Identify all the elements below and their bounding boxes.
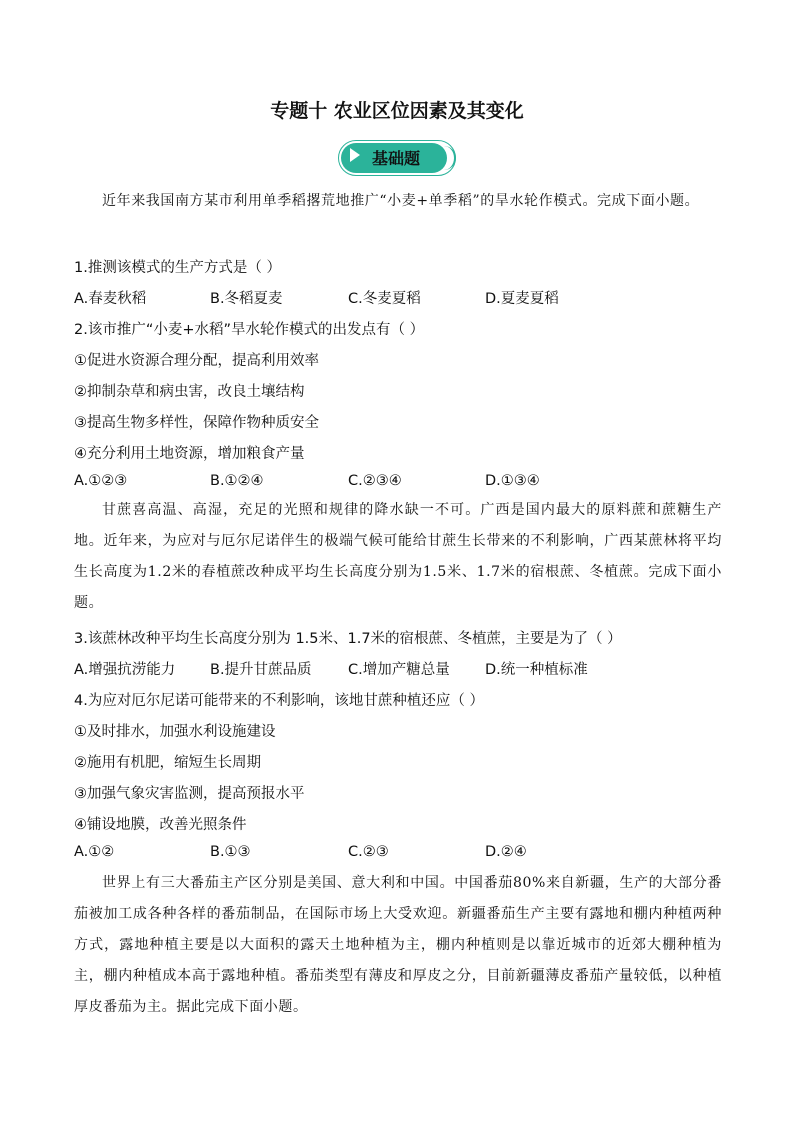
q2-item-2: ②抑制杂草和病虫害，改良土壤结构 (74, 384, 305, 400)
q1-option-a: A.春麦秋稻 (74, 291, 147, 307)
q1-option-b: B.冬稻夏麦 (210, 291, 283, 307)
question-1-options (74, 287, 734, 309)
question-3-options (74, 658, 734, 680)
page-title: 专题十 农业区位因素及其变化 (270, 100, 524, 122)
q3-option-c: C.增加产糖总量 (348, 662, 450, 678)
q4-item-3: ③加强气象灾害监测，提高预报水平 (74, 786, 305, 802)
passage-1: 近年来我国南方某市利用单季稻撂荒地推广“小麦+单季稻”的旱水轮作模式。完成下面小题。 (102, 193, 700, 209)
q2-option-a: A.①②③ (74, 473, 128, 489)
question-1-stem: 1.推测该模式的生产方式是（ ） (74, 260, 281, 276)
q1-option-d: D.夏麦夏稻 (485, 291, 559, 307)
q4-option-d: D.②④ (485, 844, 527, 860)
q4-option-b: B.①③ (210, 844, 251, 860)
q2-item-4: ④充分利用土地资源，增加粮食产量 (74, 446, 305, 462)
section-badge (338, 140, 456, 176)
q2-option-d: D.①③④ (485, 473, 540, 489)
passage-3: 世界上有三大番茄主产区分别是美国、意大利和中国。中国番茄80%来自新疆，生产的大部分番茄被加工成各种各样的番茄制品，在国际市场上大受欢迎。新疆番茄生产主要有露地和棚内种植两种方式，露地种植主要是以大面积的露天土地种植为主，棚内种植则是以靠近城市的近郊大棚种植为主，棚内种植成本高于露地种植。番茄类型有薄皮和厚皮之分，目前新疆薄皮番茄产量较低，以种植厚皮番茄为主。据此完成下面小题。 (74, 875, 722, 1015)
q4-item-2: ②施用有机肥，缩短生长周期 (74, 755, 261, 771)
question-3-stem: 3.该蔗林改种平均生长高度分别为 1.5米、1.7米的宿根蔗、冬植蔗，主要是为了（ ） (74, 631, 622, 647)
q2-option-c: C.②③④ (348, 473, 402, 489)
question-2-stem: 2.该市推广“小麦+水稻”旱水轮作模式的出发点有（ ） (74, 322, 425, 338)
q4-option-a: A.①② (74, 844, 115, 860)
badge-label: 基础题 (372, 149, 421, 168)
q3-option-d: D.统一种植标准 (485, 662, 588, 678)
q4-item-1: ①及时排水，加强水利设施建设 (74, 724, 276, 740)
q2-item-3: ③提高生物多样性，保障作物种质安全 (74, 415, 319, 431)
play-icon (350, 148, 360, 162)
q2-item-1: ①促进水资源合理分配，提高利用效率 (74, 353, 319, 369)
q3-option-a: A.增强抗涝能力 (74, 662, 176, 678)
q4-option-c: C.②③ (348, 844, 389, 860)
q1-option-c: C.冬麦夏稻 (348, 291, 421, 307)
question-4-options (74, 844, 734, 866)
passage-2: 甘蔗喜高温、高湿，充足的光照和规律的降水缺一不可。广西是国内最大的原料蔗和蔗糖生产地。近年来，为应对与厄尔尼诺伴生的极端气候可能给甘蔗生长带来的不利影响，广西某蔗林将平均生长高度为1.2米的春植蔗改种成平均生长高度分别为1.5米、1.7米的宿根蔗、冬植蔗。完成下面小题。 (74, 502, 722, 611)
question-2-options (74, 473, 734, 495)
q3-option-b: B.提升甘蔗品质 (210, 662, 312, 678)
q2-option-b: B.①②④ (210, 473, 264, 489)
question-4-stem: 4.为应对厄尔尼诺可能带来的不利影响，该地甘蔗种植还应（ ） (74, 693, 484, 709)
q4-item-4: ④铺设地膜，改善光照条件 (74, 817, 247, 833)
